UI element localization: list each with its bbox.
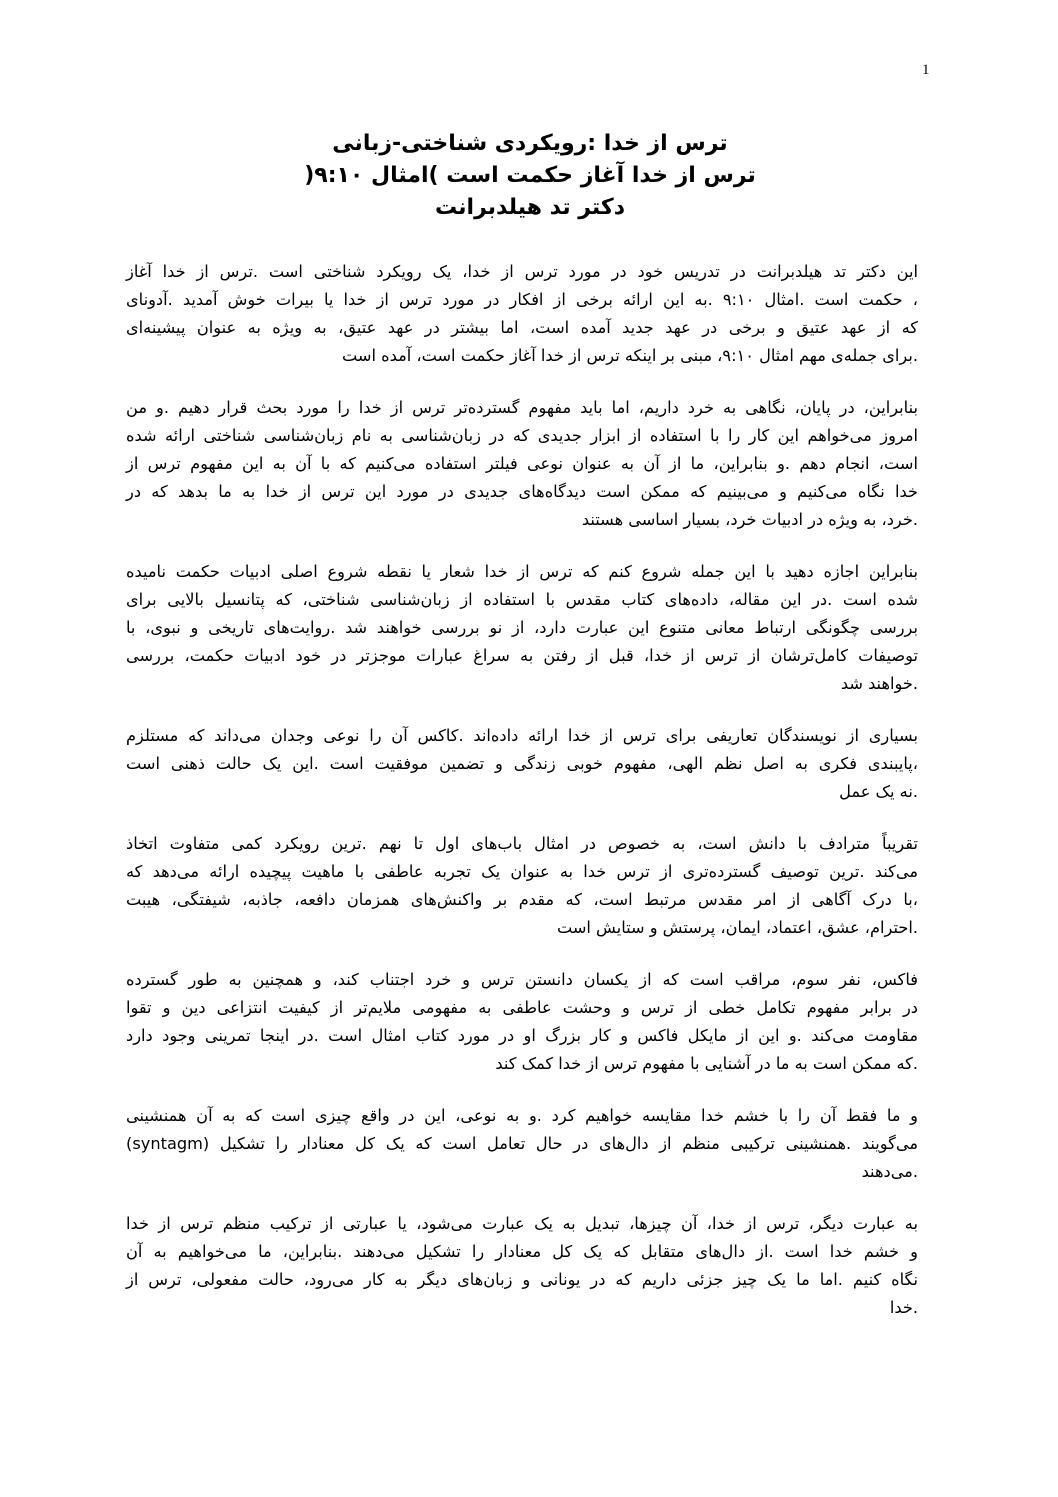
paragraph-line: تقریباً مترادف با دانش است، به خصوص در امثال باب‌های اول تا نهم .ترین رویکرد کمی متفاوت اتخاذ bbox=[126, 834, 918, 853]
title-line-1: ترس از خدا :رویکردی شناختی-زبانی bbox=[332, 131, 728, 156]
paragraph-line: .می‌دهند bbox=[861, 1162, 918, 1181]
paragraph-line: ، حکمت است .امثال ۹:۱۰ .به این ارائه برخی از افکار در مورد ترس از خدا یا بیرات خوش آمدید .آدونای bbox=[126, 290, 918, 309]
paragraph-line: بنابراین اجازه دهید با این جمله شروع کنم که ترس از خدا شعار یا نقطه شروع اصلی ادبیات حکمت نامیده bbox=[126, 562, 918, 581]
page-number: 1 bbox=[922, 62, 930, 78]
paragraph-2 bbox=[126, 394, 918, 534]
paragraph-line: شده است .در این مقاله، داده‌های کتاب مقدس با استفاده از زبان‌شناسی شناختی، که پتانسیل بالایی برای bbox=[126, 590, 918, 609]
paragraph-line: ،با درک آگاهی از امر مقدس مرتبط است، که مقدم بر واکنش‌های همزمان دافعه، جاذبه، شیفتگی، هیبت bbox=[126, 890, 918, 909]
paragraph-line: .خواهند شد bbox=[840, 674, 918, 693]
paragraph-line: بسیاری از نویسندگان تعاریفی برای ترس از خدا ارائه داده‌اند .کاکس آن را نوعی وجدان می‌داند که مستلزم bbox=[126, 726, 918, 745]
paragraph-line: .نه یک عمل bbox=[839, 782, 918, 801]
paragraph-line: و خشم خدا است .از دال‌های متقابل که یک کل معنادار را تشکیل می‌دهند .بنابراین، ما می‌خواهیم به آن bbox=[126, 1242, 918, 1261]
author-line: دکتر تد هیلدبرانت bbox=[435, 195, 625, 220]
paragraph-4 bbox=[126, 722, 918, 806]
paragraph-line: خدا نگاه می‌کنیم و می‌بینیم که ممکن است دیدگاه‌های جدیدی در مورد این ترس از خدا به ما بدهد که در bbox=[126, 482, 918, 501]
paragraph-line: بنابراین، در پایان، نگاهی به خرد داریم، اما باید مفهوم گسترده‌تر ترس از خدا را مورد بحث قرار دهیم .و من bbox=[126, 398, 918, 417]
paragraph-line: می‌کند .ترین توصیف گسترده‌تری از ترس خدا به عنوان یک تجربه عاطفی با ماهیت پیچیده ارائه می‌دهد که bbox=[126, 862, 918, 881]
paragraph-line: به عبارت دیگر، ترس از خدا، آن چیزها، تبدیل به یک عبارت می‌شود، یا عبارتی از ترکیب منظم ترس از خدا bbox=[126, 1214, 918, 1233]
paragraph-line: توصیفات کامل‌ترشان از ترس از خدا، قبل از رفتن به سراغ عبارات موجزتر در خود ادبیات حکمت، بررسی bbox=[126, 646, 918, 665]
document-title bbox=[200, 128, 860, 224]
paragraph-line: امروز می‌خواهم این کار را با استفاده از ابزار جدیدی که در زبان‌شناسی به نام زبان‌شناسی شناختی ارائه شده bbox=[126, 426, 918, 445]
paragraph-line: .احترام، عشق، اعتماد، ایمان، پرستش و ستایش است bbox=[556, 918, 918, 937]
paragraph-8 bbox=[126, 1210, 918, 1322]
paragraph-line: که از عهد عتیق و برخی در عهد جدید آمده است، اما بیشتر در عهد عتیق، به ویژه به عنوان پیشینه‌ای bbox=[126, 318, 918, 337]
title-line-2: ترس از خدا آغاز حکمت است )امثال ۹:۱۰( bbox=[304, 163, 756, 188]
paragraph-line: است، انجام دهم .و بنابراین، ما از آن به عنوان نوعی فیلتر استفاده می‌کنیم که با آن به این مفهوم ترس از bbox=[126, 454, 918, 473]
paragraph-line: نگاه کنیم .اما ما یک چیز جزئی داریم که در یونانی و زبان‌های دیگر به کار می‌رود، حالت مفعولی، ترس از bbox=[126, 1270, 918, 1289]
paragraph-line: بررسی چگونگی ارتباط معانی متنوع این عبارت دارد، از نو بررسی خواهند شد .روایت‌های تاریخی و نبوی، با bbox=[126, 618, 918, 637]
paragraph-line: .خرد، به ویژه در ادبیات خرد، بسیار اساسی هستند bbox=[581, 510, 918, 529]
paragraph-line: این دکتر تد هیلدبرانت در تدریس خود در مورد ترس از خدا، یک رویکرد شناختی است .ترس از خدا آغاز bbox=[126, 262, 918, 281]
paragraph-line: و ما فقط آن را با خشم خدا مقایسه خواهیم کرد .و به نوعی، این در واقع چیزی است که به آن همنشینی bbox=[126, 1106, 918, 1125]
paragraph-line: .که ممکن است به ما در آشنایی با مفهوم ترس از خدا کمک کند bbox=[495, 1054, 918, 1073]
paragraph-line: .برای جمله‌ی مهم امثال ۹:۱۰، مبنی بر اینکه ترس از خدا آغاز حکمت است، آمده است bbox=[341, 346, 918, 365]
paragraph-3 bbox=[126, 558, 918, 698]
paragraph-7 bbox=[126, 1102, 918, 1186]
paragraph-line: فاکس، نفر سوم، مراقب است که از یکسان دانستن ترس و خرد اجتناب کند، و همچنین به طور گسترده bbox=[126, 970, 918, 989]
document-body bbox=[126, 258, 918, 1346]
paragraph-5 bbox=[126, 830, 918, 942]
paragraph-line: می‌گویند .همنشینی ترکیبی منظم از دال‌های در حال تعامل است که یک کل معنادار را تشکیل (syntagm) bbox=[126, 1134, 918, 1153]
paragraph-line: .خدا bbox=[889, 1298, 918, 1317]
paragraph-line: مقاومت می‌کند .و این از مایکل فاکس و کار بزرگ او در مورد کتاب امثال است .در اینجا تمرینی وجود دارد bbox=[126, 1026, 918, 1045]
paragraph-1 bbox=[126, 258, 918, 370]
paragraph-6 bbox=[126, 966, 918, 1078]
paragraph-line: ،پایبندی فکری به اصل نظم الهی، مفهوم خوبی زندگی و تضمین موفقیت است .این یک حالت ذهنی است bbox=[126, 754, 918, 773]
paragraph-line: در برابر مفهوم تکامل خطی از ترس و وحشت عاطفی به مفهومی ملایم‌تر از کیفیت انتزاعی دین و تقوا bbox=[126, 998, 918, 1017]
